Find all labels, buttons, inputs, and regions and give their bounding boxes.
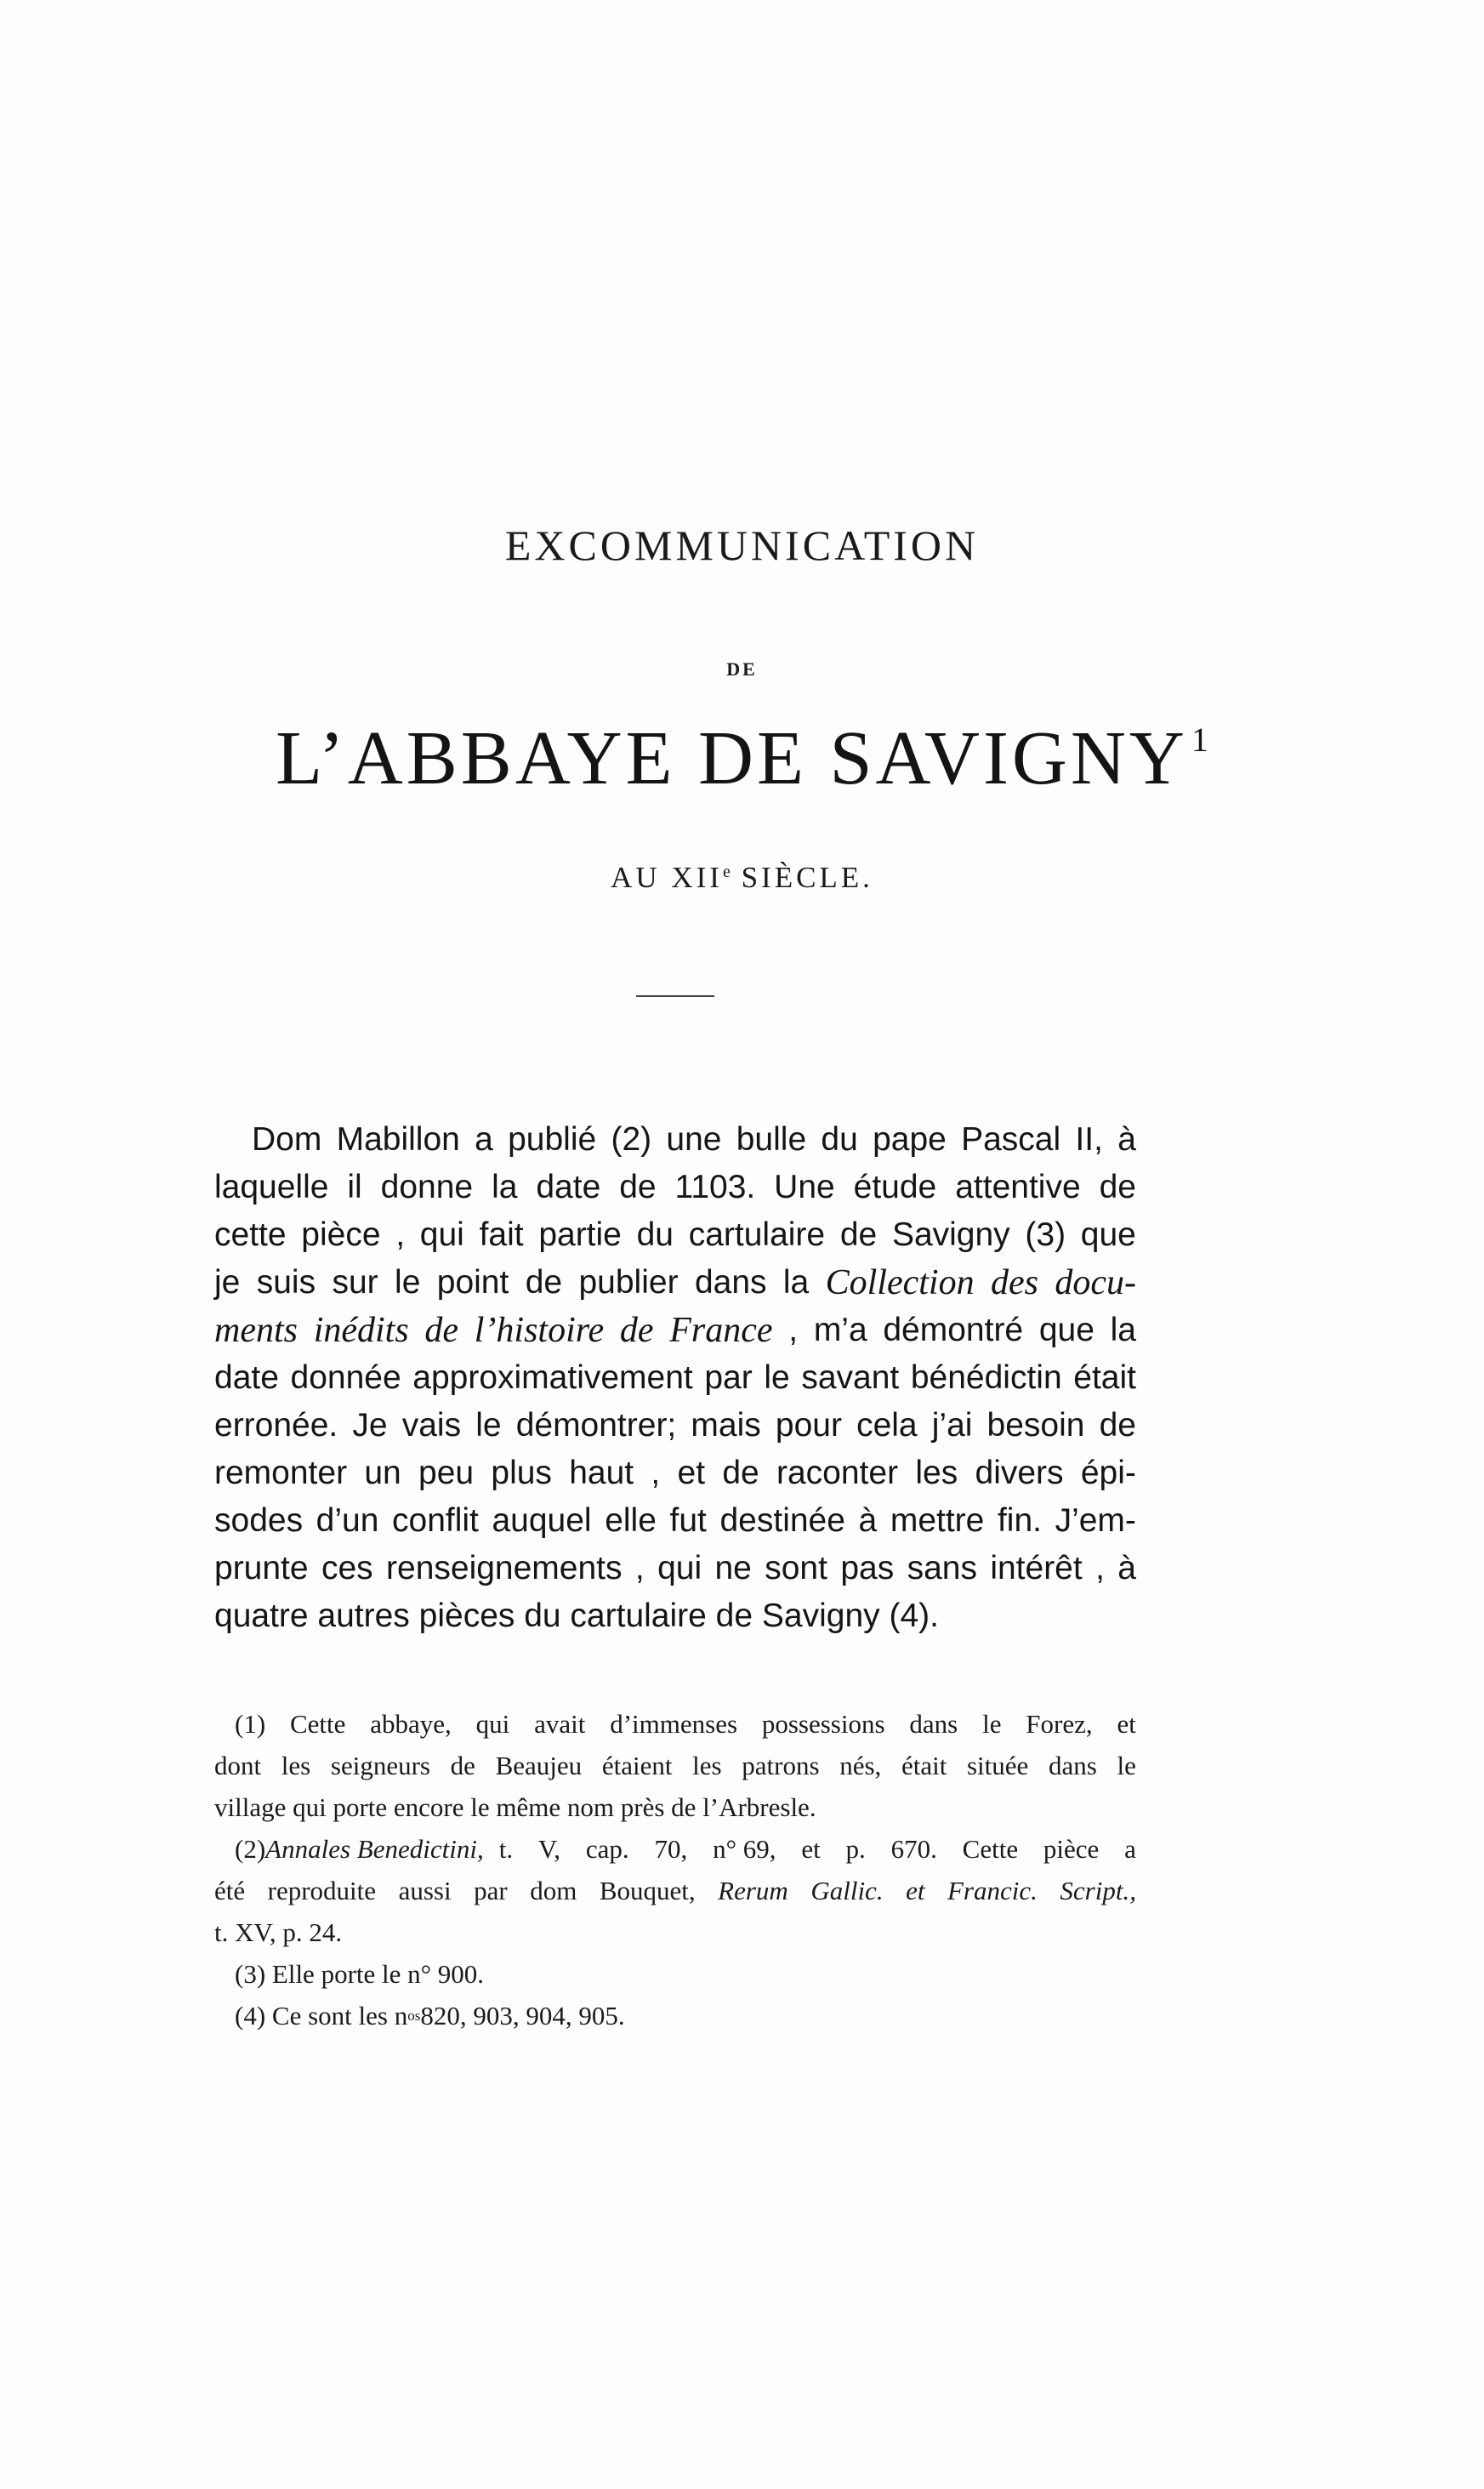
word: mettre (890, 1502, 985, 1539)
word: les (281, 1751, 311, 1780)
body-line (214, 1164, 1136, 1211)
body-line (214, 1354, 1136, 1402)
word: d’immenses (610, 1709, 738, 1739)
word: de (722, 1455, 759, 1491)
word: de (525, 1264, 563, 1301)
word: cela (856, 1407, 918, 1444)
word: donne (380, 1169, 474, 1205)
word: destinée (719, 1502, 845, 1539)
word: a (1124, 1834, 1136, 1864)
word: docu- (1055, 1263, 1136, 1302)
word: 1103. (674, 1169, 756, 1205)
word: divers (975, 1455, 1064, 1491)
word: cap. (585, 1834, 629, 1864)
word: , (651, 1455, 661, 1491)
word: dans (1048, 1751, 1097, 1780)
word: approximativement (412, 1359, 693, 1396)
word: démontrer; (515, 1407, 677, 1444)
title-subtitle (0, 861, 1484, 895)
word: pièce (1043, 1834, 1100, 1864)
word: inédits (313, 1311, 409, 1350)
footnote-text: village qui porte encore le même nom près de l’Arbresle. (214, 1792, 816, 1822)
footnote-1-line (214, 1745, 1136, 1786)
word: Dom (252, 1121, 322, 1158)
word: (1) (235, 1709, 266, 1739)
word: dans (694, 1264, 767, 1301)
word: seigneurs (330, 1751, 430, 1780)
word: par (704, 1359, 753, 1396)
footnote-4-line (214, 1995, 1136, 2036)
title-main (0, 715, 1484, 802)
footnote-text: t. XV, p. 24. (214, 1917, 343, 1947)
word: t. (498, 1834, 514, 1864)
word: possessions (761, 1709, 885, 1739)
word: II, (1075, 1121, 1103, 1158)
body-line (214, 1307, 1136, 1354)
word: sodes (214, 1502, 304, 1539)
word: la (1110, 1312, 1136, 1348)
footnotes (214, 1703, 1136, 2036)
word: 70, (654, 1834, 688, 1864)
word: aussi (398, 1876, 452, 1905)
word: qui (657, 1550, 702, 1586)
word: nés, (839, 1751, 882, 1780)
word: (3) (1025, 1216, 1066, 1253)
word: que (1038, 1312, 1095, 1348)
body-line-text: quatre autres pièces du cartulaire de Savigny (4). (214, 1598, 939, 1634)
word: date (536, 1169, 601, 1205)
footnote-1-line (214, 1703, 1136, 1745)
word: cette (214, 1216, 287, 1253)
word: pape (873, 1121, 947, 1158)
word: qui (475, 1709, 510, 1739)
word: du (636, 1216, 674, 1253)
word: sans (907, 1550, 977, 1586)
word: n° 69, (713, 1834, 776, 1864)
word: Beaujeu (495, 1751, 583, 1780)
word: de (839, 1216, 878, 1253)
word: située (966, 1751, 1029, 1780)
body-line (214, 1211, 1136, 1259)
word: épi- (1080, 1455, 1136, 1491)
word: , (1095, 1550, 1105, 1586)
word: mais (691, 1407, 761, 1444)
word: , (788, 1312, 799, 1348)
word: Script., (1060, 1876, 1136, 1905)
word: pas (840, 1550, 895, 1586)
word: le (764, 1359, 790, 1396)
word: Pascal (961, 1121, 1061, 1158)
word: dom (530, 1876, 577, 1905)
word: Savigny (891, 1216, 1010, 1253)
word: le (982, 1709, 1002, 1739)
word: été (214, 1876, 246, 1905)
word: bulle (736, 1121, 807, 1158)
word: pièce (301, 1216, 381, 1253)
word: partie (538, 1216, 622, 1253)
word: étaient (601, 1751, 673, 1780)
word: 670. (890, 1834, 937, 1864)
word: (2) (611, 1121, 652, 1158)
body-line (214, 1402, 1136, 1450)
word: de (619, 1311, 654, 1350)
word: France (669, 1311, 773, 1350)
subtitle-part-a: AU XII (611, 861, 723, 894)
word: m’a (813, 1312, 867, 1348)
footnote-text: (3) Elle porte le n° 900. (235, 1959, 485, 1989)
body-line (214, 1259, 1136, 1307)
footnote-2-number: (2) (235, 1834, 266, 1864)
title-main-text: L’ABBAYE DE SAVIGNY (276, 716, 1188, 800)
footnote-1-line (214, 1786, 1136, 1828)
word: il (347, 1169, 362, 1205)
word: démontré (883, 1312, 1024, 1348)
word: haut (569, 1455, 634, 1491)
footnote-2-rest (499, 1828, 1136, 1870)
word: dans (909, 1709, 958, 1739)
word: étude (853, 1169, 937, 1205)
word: que (1080, 1216, 1136, 1253)
word: la (492, 1169, 518, 1205)
word: sont (765, 1550, 827, 1586)
footnote-4-b: 820, 903, 904, 905. (420, 2001, 625, 2030)
word: p. (845, 1834, 866, 1864)
word: avait (534, 1709, 586, 1739)
word: patrons (742, 1751, 820, 1780)
word: était (1073, 1359, 1136, 1396)
title-footnote-marker: 1 (1191, 720, 1208, 759)
word: et (801, 1834, 821, 1864)
word: Une (774, 1169, 835, 1205)
word: Bouquet, (599, 1876, 696, 1905)
word: Francic. (947, 1876, 1038, 1905)
word: elle (605, 1502, 657, 1539)
word: un (364, 1455, 401, 1491)
word: publier (578, 1264, 679, 1301)
word: renseignements (386, 1550, 623, 1586)
footnote-3-line (214, 1953, 1136, 1995)
word: , (395, 1216, 406, 1253)
title-excommunication: EXCOMMUNICATION (504, 521, 980, 569)
word: par (474, 1876, 508, 1905)
body-line (214, 1116, 1136, 1164)
word: ne (714, 1550, 752, 1586)
footnote-4-a: (4) Ce sont les n (235, 2001, 408, 2030)
word: vais (401, 1407, 462, 1444)
body-line (214, 1497, 1136, 1545)
word: à (1117, 1550, 1136, 1586)
word: qui (419, 1216, 464, 1253)
word: de (619, 1169, 657, 1205)
word: Forez, (1026, 1709, 1093, 1739)
word: reproduite (267, 1876, 377, 1905)
word: a (475, 1121, 493, 1158)
word: auquel (492, 1502, 592, 1539)
word: de (424, 1311, 459, 1350)
word: Rerum (718, 1876, 788, 1905)
word: J’em- (1055, 1502, 1136, 1539)
section-divider (636, 995, 714, 997)
word: de (1099, 1407, 1136, 1444)
word: les (692, 1751, 722, 1780)
word: les (915, 1455, 958, 1491)
word: l’histoire (474, 1311, 605, 1350)
word: était (901, 1751, 947, 1780)
word: ces (321, 1550, 373, 1586)
word: conflit (392, 1502, 479, 1539)
word: et (1117, 1709, 1136, 1739)
word: des (990, 1263, 1038, 1302)
word: Cette (290, 1709, 346, 1739)
word: donnée (290, 1359, 401, 1396)
word: de (450, 1751, 475, 1780)
word: Cette (962, 1834, 1019, 1864)
word: V, (537, 1834, 561, 1864)
body-line (214, 1592, 1136, 1640)
word: pour (775, 1407, 842, 1444)
word: savant (801, 1359, 900, 1396)
footnote-2-line (214, 1828, 1136, 1870)
body-line (214, 1450, 1136, 1497)
word: bénédictin (910, 1359, 1062, 1396)
word: à (1117, 1121, 1136, 1158)
word: prunte (214, 1550, 309, 1586)
word: sur (332, 1264, 378, 1301)
word: attentive (955, 1169, 1081, 1205)
word: ments (214, 1311, 298, 1350)
title-de: DE (726, 658, 758, 680)
word: le (475, 1407, 502, 1444)
word: remonter (214, 1455, 348, 1491)
word: raconter (776, 1455, 899, 1491)
word: erronée. (214, 1407, 338, 1444)
word: besoin (986, 1407, 1085, 1444)
word: dont (214, 1751, 262, 1780)
word: la (782, 1264, 810, 1301)
word: et (906, 1876, 925, 1905)
word: Je (352, 1407, 388, 1444)
word: fin. (997, 1502, 1042, 1539)
word: le (395, 1264, 421, 1301)
word: fait (479, 1216, 524, 1253)
word: suis (256, 1264, 316, 1301)
word: fut (669, 1502, 707, 1539)
word: je (214, 1264, 241, 1301)
word: à (858, 1502, 878, 1539)
word: une (666, 1121, 722, 1158)
word: et (677, 1455, 706, 1491)
word: intérêt (990, 1550, 1083, 1586)
word: cartulaire (688, 1216, 826, 1253)
footnote-2-title: Annales Benedictini, (265, 1834, 484, 1864)
word: Gallic. (810, 1876, 884, 1905)
word: point (436, 1264, 509, 1301)
subtitle-superscript: e (722, 863, 731, 881)
word: date (214, 1359, 279, 1396)
word: abbaye, (370, 1709, 452, 1739)
word: laquelle (214, 1169, 329, 1205)
word: peu (418, 1455, 475, 1491)
word: Mabillon (336, 1121, 460, 1158)
body-line (214, 1545, 1136, 1592)
main-paragraph (214, 1116, 1136, 1640)
subtitle-part-b: SIÈCLE. (730, 861, 873, 894)
word: publié (508, 1121, 597, 1158)
footnote-4-sup: os (407, 2008, 421, 2024)
word: , (634, 1550, 645, 1586)
word: Collection (825, 1263, 975, 1302)
footnote-2-line (214, 1870, 1136, 1911)
word: plus (491, 1455, 552, 1491)
word: j’ai (931, 1407, 973, 1444)
word: de (1099, 1169, 1136, 1205)
footnote-2-line (214, 1911, 1136, 1953)
word: le (1117, 1751, 1136, 1780)
word: d’un (316, 1502, 379, 1539)
word: du (821, 1121, 858, 1158)
